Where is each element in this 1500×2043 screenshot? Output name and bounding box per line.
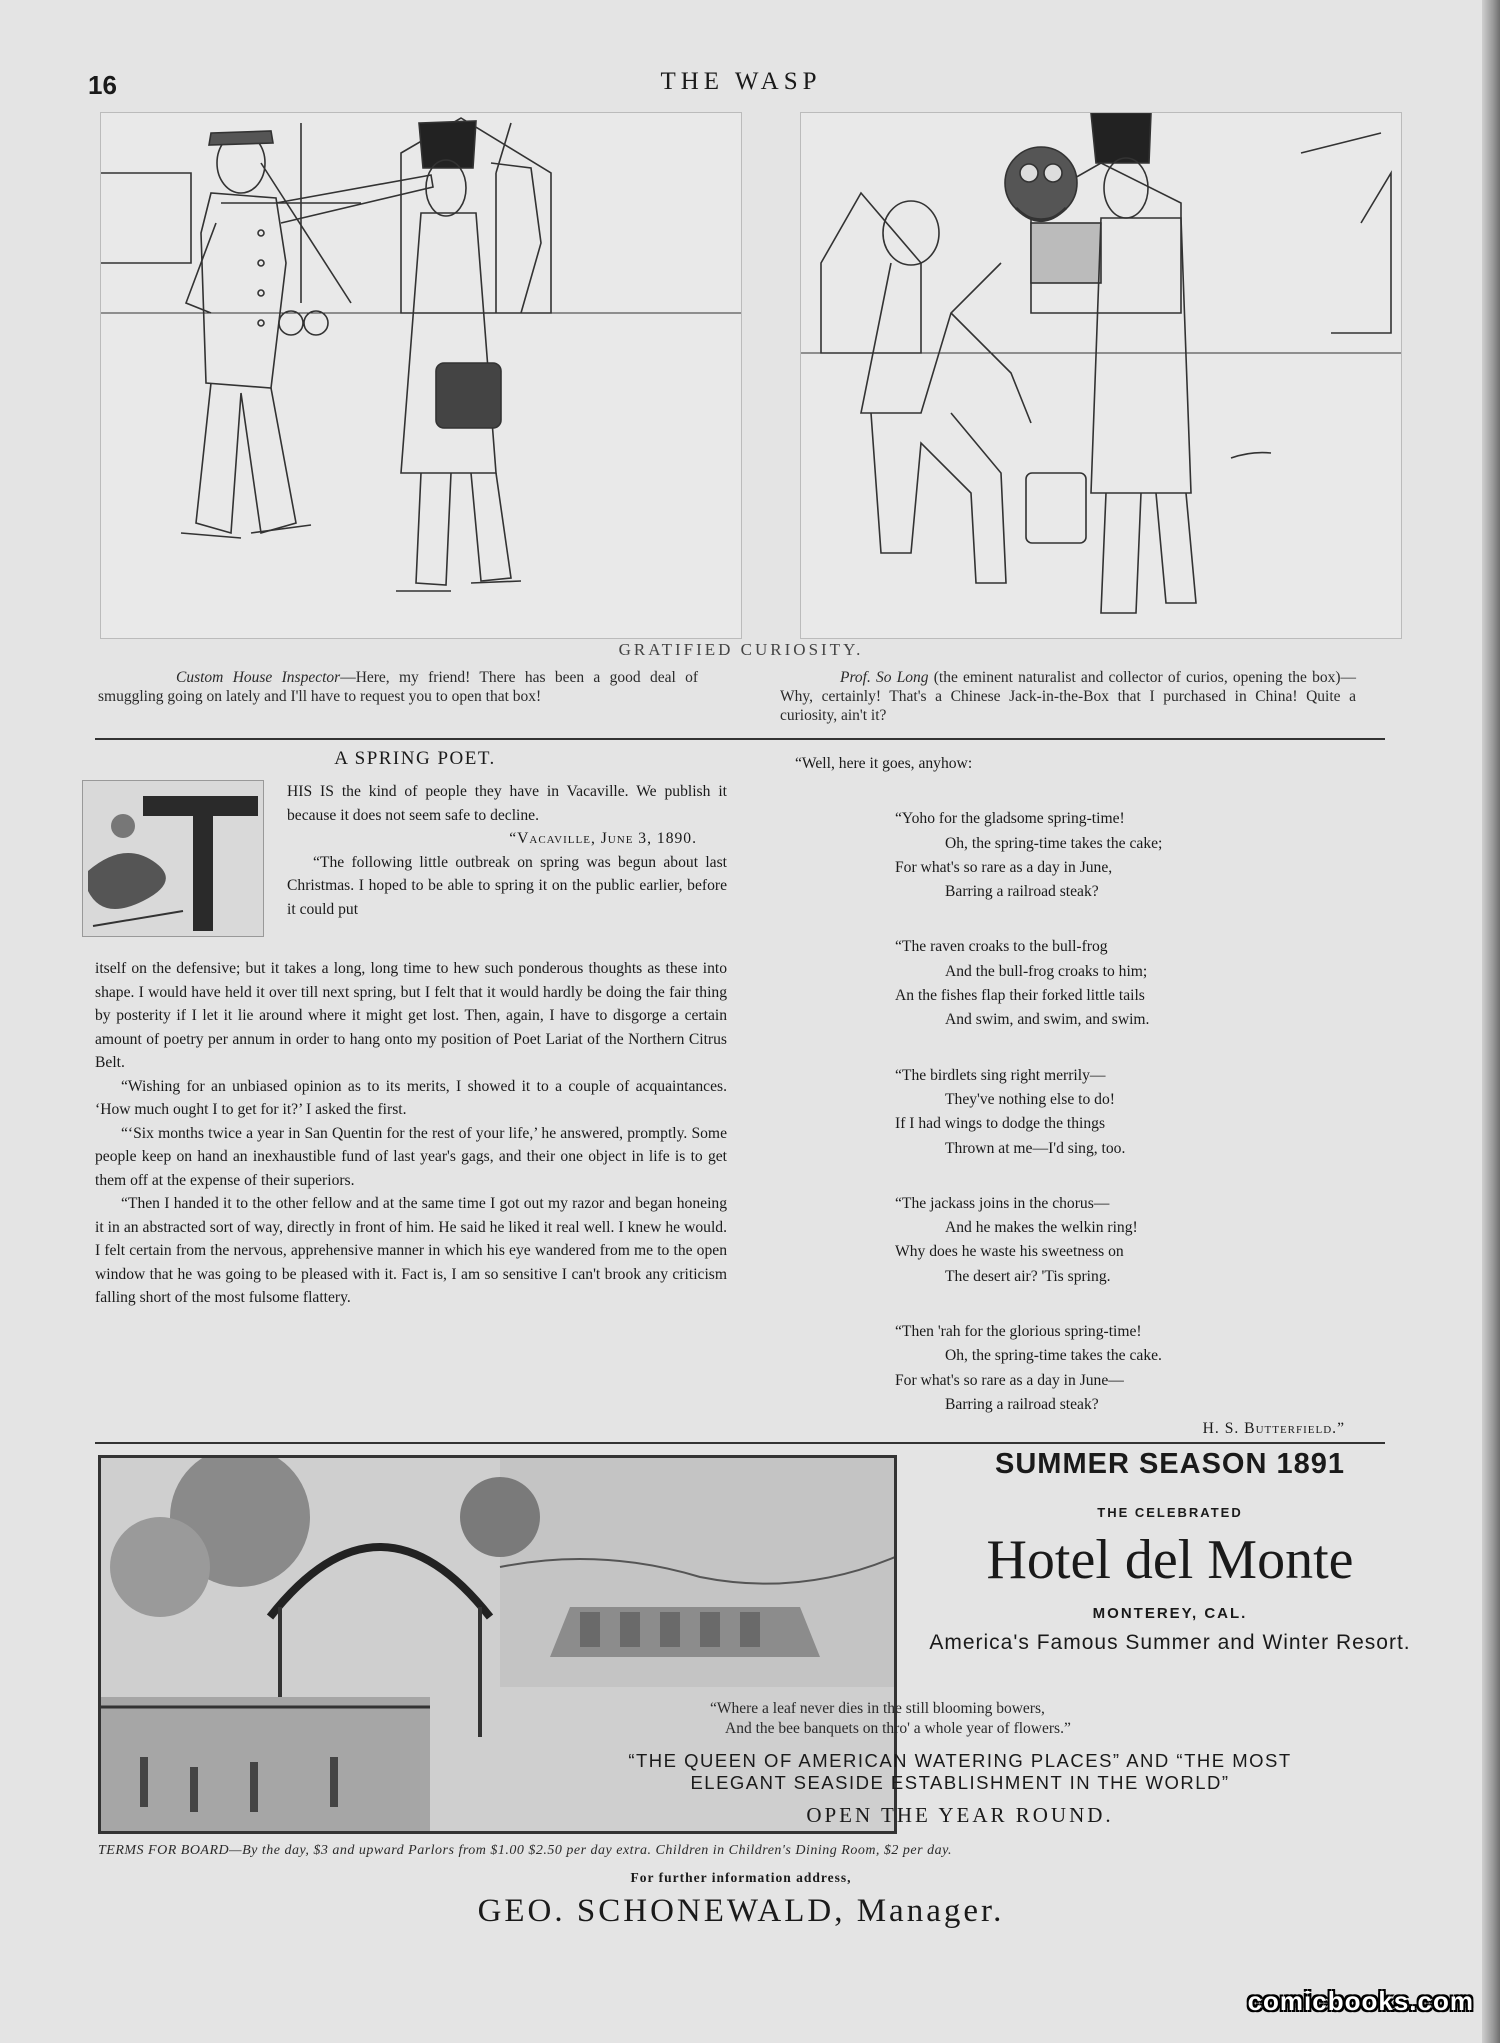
cartoon-caption-right — [780, 668, 1356, 725]
poem-line: For what's so rare as a day in June— — [895, 1371, 1124, 1389]
poem-line: The desert air? 'Tis spring. — [945, 1267, 1111, 1285]
cartoon-panel-inspector — [100, 112, 742, 639]
cartoon-inspector-illustration — [101, 113, 741, 638]
poem-line: For what's so rare as a day in June, — [895, 858, 1113, 876]
poem-line: “Yoho for the gladsome spring-time! — [895, 810, 1125, 828]
ad-quote-line-1: “Where a leaf never dies in the still blooming bowers, — [710, 1700, 1045, 1717]
poem-line: Why does he waste his sweetness on — [895, 1243, 1124, 1261]
poem-line: Oh, the spring-time takes the cake; — [945, 834, 1163, 852]
poem-line: Oh, the spring-time takes the cake. — [945, 1347, 1162, 1365]
poem-line: If I had wings to dodge the things — [895, 1115, 1106, 1133]
article-paragraph-2: “Wishing for an unbiased opinion as to its merits, I showed it to a couple of acquaintances. ‘How much ought I to get for it?’ I asked the first. — [95, 1077, 727, 1118]
ad-queen-slogan — [520, 1750, 1400, 1794]
poem-line: “The birdlets sing right merrily— — [895, 1066, 1106, 1084]
caption-left-text: —Here, my friend! There has been a good deal of smuggling going on lately and I'll have to request you to open that box! — [98, 669, 698, 705]
ad-open-year-round: OPEN THE YEAR ROUND. — [806, 1803, 1114, 1827]
poem-line: “The raven croaks to the bull-frog — [895, 938, 1108, 956]
poem-line: “Then 'rah for the glorious spring-time! — [895, 1323, 1142, 1341]
article-paragraph-1a: “The following little outbreak on spring was begun about last Christmas. I hoped to be able to spring it on the public earlier, before it could put — [287, 853, 727, 918]
poem-signature: H. S. Butterfield.” — [1202, 1420, 1345, 1438]
ad-tagline: America's Famous Summer and Winter Resort. — [929, 1631, 1411, 1654]
poem-line: And swim, and swim, and swim. — [945, 1011, 1150, 1029]
ad-queen-line-2: ELEGANT SEASIDE ESTABLISHMENT IN THE WORLD” — [690, 1772, 1230, 1793]
ad-quote — [700, 1699, 1220, 1739]
caption-left-speaker: Custom House Inspector — [176, 669, 341, 686]
ad-celebrated: THE CELEBRATED — [1097, 1505, 1243, 1520]
poem-line: And he makes the welkin ring! — [945, 1219, 1138, 1237]
page-binding-edge — [1482, 0, 1500, 2043]
poem-line: Thrown at me—I'd sing, too. — [945, 1139, 1126, 1157]
page-number: 16 — [88, 70, 117, 100]
article-title: A SPRING POET. — [334, 748, 496, 769]
ad-headline: SUMMER SEASON 1891 — [995, 1448, 1345, 1480]
caption-right-text: (the eminent naturalist and collector of curios, opening the box)—Why, certainly! That's a Chinese Jack-in-the-Box that I purchased in China! Quite a curiosity, ain't it? — [780, 669, 1356, 724]
poem-column — [795, 752, 1395, 1442]
article-dateline: “Vacaville, June 3, 1890. — [509, 830, 697, 847]
cartoon-caption-left — [98, 668, 698, 706]
article-paragraph-4: “Then I handed it to the other fellow and at the same time I got out my razor and began honeing it in an abstracted sort of way, directly in front of him. He said he liked it real well. I knew he would. I felt certain from the nervous, apprehensive manner in which his eye wandered from me to the open window that he was going to be pleased with it. Fact is, I am so sensitive I can't brook any criticism falling short of the most fulsome flattery. — [95, 1195, 727, 1306]
poem-line: Barring a railroad steak? — [945, 1395, 1099, 1413]
publication-title: THE WASP — [660, 68, 822, 95]
ad-quote-line-2: And the bee banquets on thro' a whole year of flowers.” — [725, 1720, 1071, 1737]
ad-further-info: For further information address, — [630, 1870, 852, 1885]
poem-line: “The jackass joins in the chorus— — [895, 1194, 1110, 1212]
initial-letter-t-ornament — [83, 781, 263, 936]
poem-line: They've nothing else to do! — [945, 1090, 1115, 1108]
section-divider-bottom — [95, 1442, 1385, 1444]
ad-terms: TERMS FOR BOARD—By the day, $3 and upward Parlors from $1.00 $2.50 per day extra. Children in Children's Dining Room, $2 per day. — [98, 1843, 953, 1858]
cartoon-panel-jack-in-box — [800, 112, 1402, 639]
poem-line: An the fishes flap their forked little tails — [895, 987, 1145, 1005]
article-paragraph-3: “‘Six months twice a year in San Quentin for the rest of your life,’ he answered, promptly. Some people keep on hand an inexhaustible fund of last year's gags, and their one object in life is to get them off at the expense of their superiors. — [95, 1124, 727, 1189]
article-intro: HIS IS the kind of people they have in Vacaville. We publish it because it does not seem safe to decline. — [287, 783, 727, 824]
section-divider-top — [95, 738, 1385, 740]
caption-right-speaker: Prof. So Long — [840, 669, 929, 686]
ad-hotel-name: Hotel del Monte — [986, 1529, 1354, 1591]
decorative-initial-t — [82, 780, 264, 937]
poem-line: Barring a railroad steak? — [945, 883, 1099, 901]
ad-queen-line-1: “THE QUEEN OF AMERICAN WATERING PLACES” AND “THE MOST — [628, 1750, 1292, 1771]
cartoon-caption-title: GRATIFIED CURIOSITY. — [618, 640, 864, 659]
ad-location: MONTEREY, CAL. — [1092, 1605, 1248, 1622]
poem-intro: “Well, here it goes, anyhow: — [795, 755, 973, 772]
ad-manager: GEO. SCHONEWALD, Manager. — [477, 1893, 1005, 1929]
cartoon-jack-in-box-illustration — [801, 113, 1401, 638]
article-intro-block — [287, 780, 727, 921]
watermark: comicbooks.com — [1247, 1986, 1474, 2016]
article-paragraph-1b: itself on the defensive; but it takes a long, long time to hew such ponderous thoughts as these into shape. I would have held it over till next spring, but I felt that it would hardly be doing the fair thing by posterity if I let it lie around where it might get lost. Then, again, I have to disgorge a certain amount of poetry per annum in order to hang onto my position of Poet Lariat of the Northern Citrus Belt. — [95, 960, 727, 1071]
poem-line: And the bull-frog croaks to him; — [945, 962, 1148, 980]
article-body — [95, 957, 727, 1310]
